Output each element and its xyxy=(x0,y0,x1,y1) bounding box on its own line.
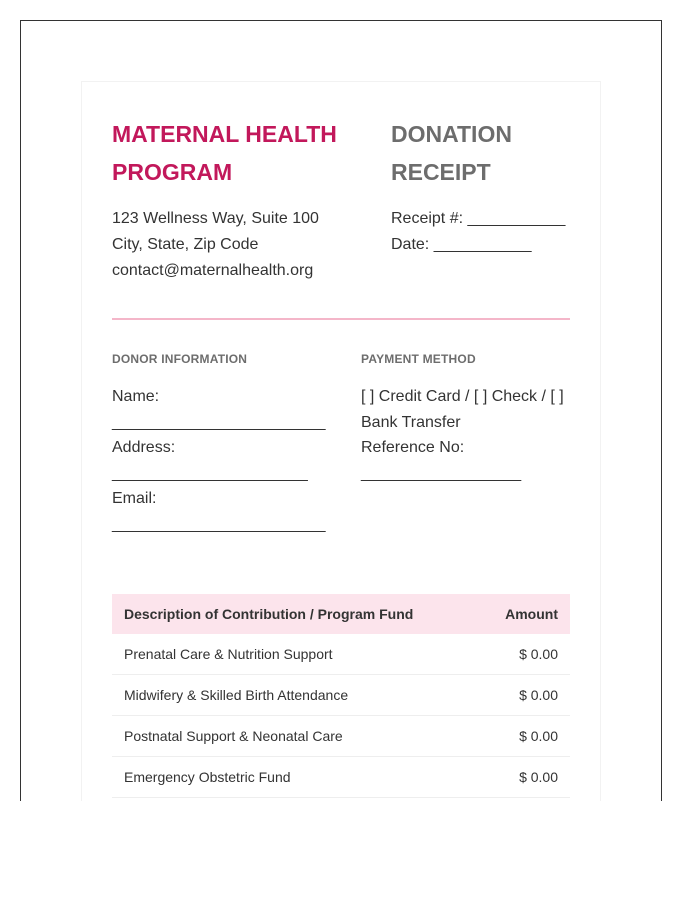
donor-information-heading: DONOR INFORMATION xyxy=(112,352,248,366)
address-line-city: City, State, Zip Code xyxy=(112,236,259,253)
address-line-street: 123 Wellness Way, Suite 100 xyxy=(112,210,319,227)
row-description: Postnatal Support & Neonatal Care xyxy=(112,716,480,757)
reference-number-label: Reference No: xyxy=(361,439,465,456)
description-column-header: Description of Contribution / Program Fund xyxy=(112,594,480,634)
row-amount: $ 0.00 xyxy=(480,675,570,716)
receipt-meta xyxy=(391,206,591,258)
row-description: Prenatal Care & Nutrition Support xyxy=(112,634,480,675)
document-viewport xyxy=(20,20,662,801)
receipt-number-field: Receipt #: ___________ xyxy=(391,210,566,227)
payment-method-fields xyxy=(361,384,576,486)
payment-method-heading: PAYMENT METHOD xyxy=(361,352,476,366)
donor-email-label: Email: xyxy=(112,490,157,507)
document-title: DONATION RECEIPT xyxy=(391,121,512,185)
table-row xyxy=(112,634,570,675)
organization-address xyxy=(112,206,372,284)
row-amount: $ 0.00 xyxy=(480,757,570,798)
donor-name-label: Name: xyxy=(112,388,160,405)
row-description: Emergency Obstetric Fund xyxy=(112,757,480,798)
donor-address-blank: ______________________ xyxy=(112,464,308,482)
payment-options: [ ] Credit Card / [ ] Check / [ ] Bank Transfer xyxy=(361,388,564,431)
amount-column-header: Amount xyxy=(480,594,570,634)
table-row xyxy=(112,716,570,757)
row-amount: $ 0.00 xyxy=(480,634,570,675)
row-description: Midwifery & Skilled Birth Attendance xyxy=(112,675,480,716)
donor-name-blank: ________________________ xyxy=(112,413,326,431)
reference-number-blank: __________________ xyxy=(361,464,522,482)
table-row xyxy=(112,675,570,716)
table-header-row xyxy=(112,594,570,634)
receipt-sheet xyxy=(81,81,601,801)
receipt-date-field: Date: ___________ xyxy=(391,236,532,253)
header-divider xyxy=(112,318,570,320)
table-row xyxy=(112,757,570,798)
contribution-table xyxy=(112,594,570,798)
donor-information-fields xyxy=(112,384,342,537)
address-line-email: contact@maternalhealth.org xyxy=(112,262,314,279)
row-amount: $ 0.00 xyxy=(480,716,570,757)
donor-address-label: Address: xyxy=(112,439,176,456)
organization-name: MATERNAL HEALTH PROGRAM xyxy=(112,121,337,185)
donor-email-blank: ________________________ xyxy=(112,515,326,533)
